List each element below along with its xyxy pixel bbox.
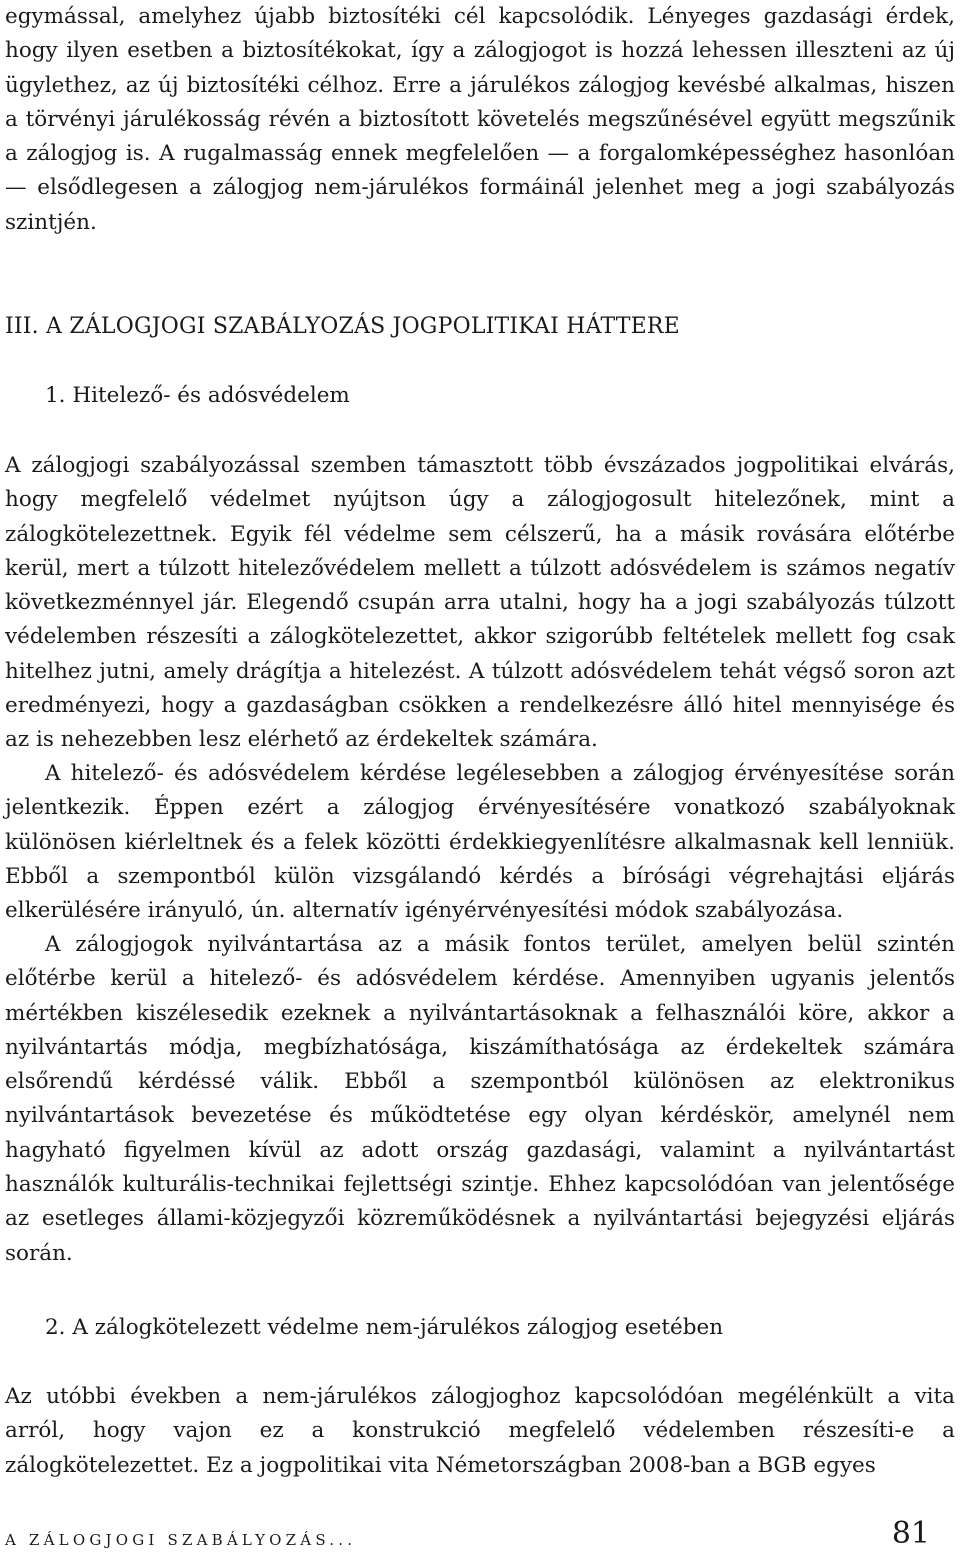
section-heading: III. A ZÁLOGJOGI SZABÁLYOZÁS JOGPOLITIKAI HÁTTERE [5, 314, 680, 339]
paragraph-nonaccessory: Az utóbbi években a nem-járulékos zálogjoghoz kapcsolódóan megélénkült a vita arról, hogy vajon ez a konstrukció megfelelő védelemben részesíti-e a zálogkötelezettet. Ez a jogpolitikai vita Németországban 2008-ban a BGB egyes [5, 1384, 955, 1478]
paragraph-intro: egymással, amelyhez újabb biztosítéki cél kapcsolódik. Lényeges gazdasági érdek, hogy ilyen esetben a biztosítékokat, így a zálogjogot is hozzá lehessen illeszteni az új ügylethez, az új biztosítéki célhoz. Erre a járulékos zálogjog kevésbé alkalmas, hiszen a törvényi járulékosság révén a biztosított követelés megszűnésével együtt megszűnik a zálogjog is. A rugalmasság ennek megfelelően — a forgalomképességhez hasonlóan — elsődlegesen a zálogjog nem-járulékos formáinál jelenhet meg a jogi szabályozás szintjén. [5, 4, 955, 235]
paragraph-protection-1: A zálogjogi szabályozással szemben támasztott több évszázados jogpolitikai elvárás, hogy megfelelő védelmet nyújtson úgy a zálogjogosult hitelezőnek, mint a zálogkötelezettnek. Egyik fél védelme sem célszerű, ha a másik rovására előtérbe kerül, mert a túlzott hitelezővédelem mellett a túlzott adósvédelem is számos negatív következménnyel jár. Elegendő csupán arra utalni, hogy ha a jogi szabályozás túlzott védelemben részesíti a zálogkötelezettet, akkor szigorúbb feltételek mellett fog csak hitelhez jutni, amely drágítja a hitelezést. A túlzott adósvédelem tehát végső soron azt eredményezi, hogy a gazdaságban csökken a rendelkezésre álló hitel mennyisége és az is nehezebben lesz elérhető az érdekeltek számára. [5, 453, 955, 753]
running-title: A ZÁLOGJOGI SZABÁLYOZÁS... [5, 1531, 357, 1549]
paragraph-protection-3: A zálogjogok nyilvántartása az a másik fontos terület, amelyen belül szintén előtérbe kerül a hitelező- és adósvédelem kérdése. Amennyiben ugyanis jelentős mértékben kiszélesedik ezeknek a nyilvántartásoknak a felhasználói köre, akkor a nyilvántartás módja, megbízhatósága, kiszámíthatósága az érdekeltek számára elsőrendű kérdéssé válik. Ebből a szempontból különösen az elektronikus nyilvántartások bevezetése és működtetése egy olyan kérdéskör, amelynél nem hagyható figyelmen kívül az adott ország gazdasági, valamint a nyilvántartást használók kulturális-technikai fejlettségi szintje. Ehhez kapcsolódóan van jelentősége az esetleges állami-közjegyzői közreműködésnek a nyilvántartási bejegyzési eljárás során. [5, 932, 955, 1266]
subsection-heading-1: 1. Hitelező- és adósvédelem [45, 383, 350, 408]
subsection-heading-2: 2. A zálogkötelezett védelme nem-járulékos zálogjog esetében [45, 1315, 724, 1340]
page-number: 81 [891, 1516, 930, 1551]
paragraph-protection-2: A hitelező- és adósvédelem kérdése legélesebben a zálogjog érvényesítése során jelentkezik. Éppen ezért a zálogjog érvényesítésére vonatkozó szabályoknak különösen kiérleltnek és a felek közötti érdekkiegyenlítésre alkalmasnak kell lenniük. Ebből a szempontból külön vizsgálandó kérdés a bírósági végrehajtási eljárás elkerülésére irányuló, ún. alternatív igényérvényesítési módok szabályozása. [5, 761, 955, 924]
